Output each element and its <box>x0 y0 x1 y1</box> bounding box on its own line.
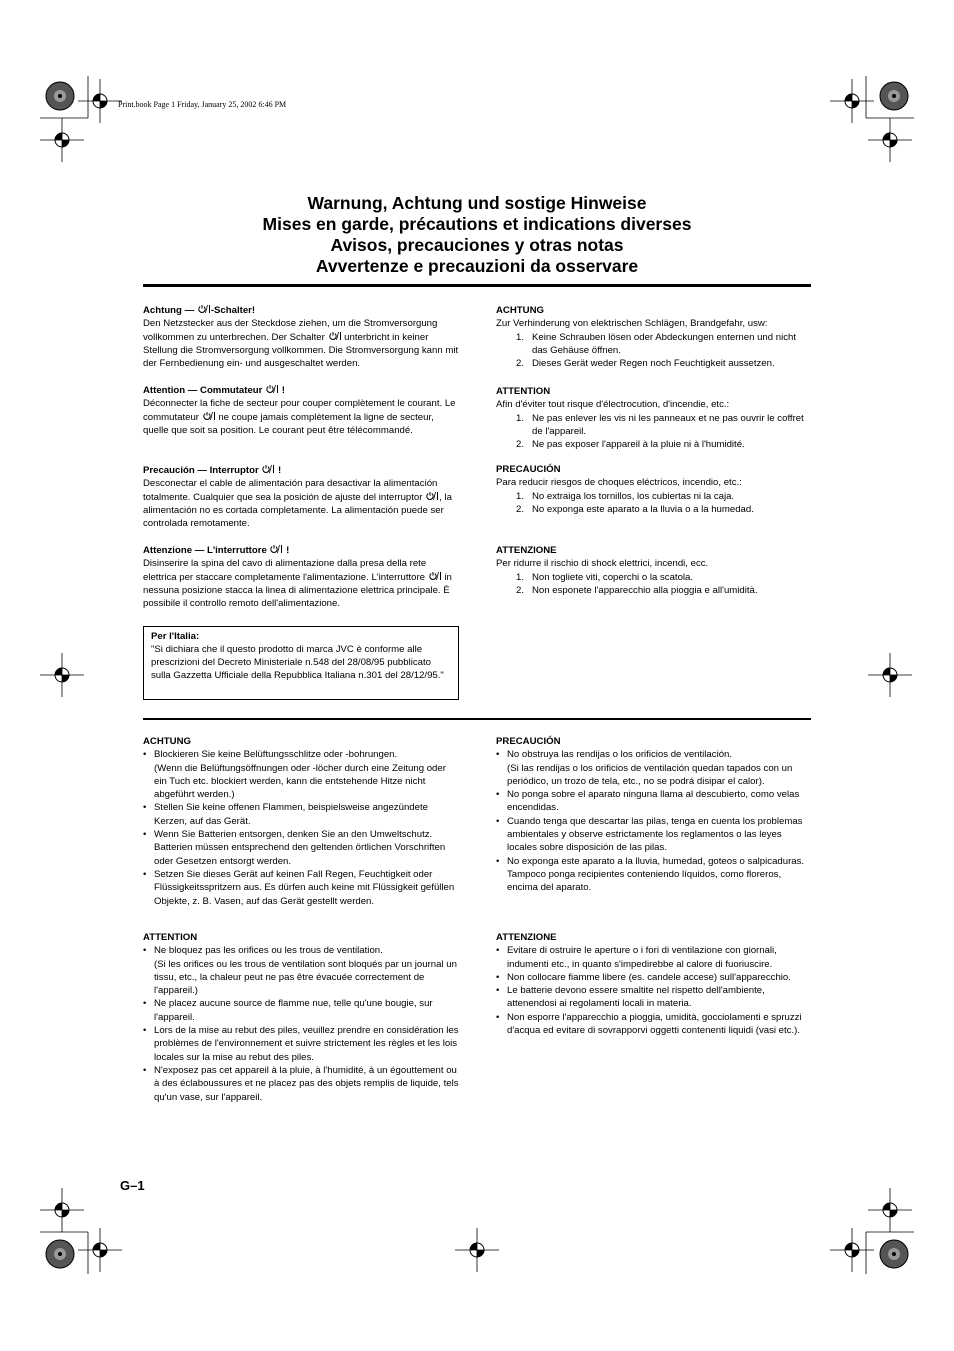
switch-section-de <box>143 304 461 370</box>
list-item: • No exponga este aparato a la lluvia, humedad, goteos o salpicaduras. Tampoco ponga recipientes conteniendo líquidos, como floreros, encima del aparato. <box>496 855 805 894</box>
numbered-list <box>496 490 811 517</box>
list-item: • No obstruya las rendijas o los orificios de ventilación. (Si las rendijas o los orificios de ventilación quedan tapados con un periódico, un trozo de tela, etc., no se podrá disipar el calor). <box>496 749 793 787</box>
power-standby-icon <box>197 304 211 314</box>
list-item: • Stellen Sie keine offenen Flammen, beispielsweise angezündete Kerzen, auf das Gerät. <box>143 802 428 827</box>
list-item: 1. Keine Schrauben lösen oder Abdeckungen enternen und nicht das Gehäuse öffnen. <box>515 331 797 356</box>
title-it: Avvertenze e precauzioni da osservare <box>315 256 639 276</box>
list-item: • No ponga sobre el aparato ninguna llama al descubierto, como velas encendidas. <box>496 789 800 814</box>
list-item: • Evitare di ostruire le aperture o i fori di ventilazione con giornali, indumenti etc., in quanto s'impedirebbe al calore di fuoriuscire. <box>496 945 777 970</box>
power-standby-icon <box>261 464 275 474</box>
section-intro: Zur Verhinderung von elektrischen Schlägen, Brandgefahr, usw: <box>496 318 768 330</box>
power-standby-icon <box>269 544 283 554</box>
section-heading: ATTENTION <box>496 386 551 397</box>
switch-section-fr <box>143 384 461 437</box>
section-intro: Per ridurre il rischio di shock elettrici, incendi, ecc. <box>496 558 709 570</box>
section-body: Déconnecter la fiche de secteur pour couper complètement le courant. Le commutateur ne coupe jamais complètement la ligne de secteur, quelle que soit sa position. Le courant peut être télécommandé. <box>143 398 456 436</box>
top-divider <box>143 284 811 287</box>
list-item: • N'exposez pas cet appareil à la pluie, à l'humidité, à un égouttement ou à des éclaboussures et ne placez pas des objets remplis de liquide, tels qu'un vase, sur l'appareil. <box>143 1064 459 1103</box>
section-heading: PRECAUCIÓN <box>496 464 561 475</box>
title-es: Avisos, precauciones y otras notas <box>330 235 624 255</box>
list-item: 2. Non esponete l'apparecchio alla pioggia e all'umidità. <box>515 584 758 596</box>
italy-box-text: "Si dichiara che il questo prodotto di marca JVC è conforme alle prescrizioni del Decreto Ministeriale n.548 del 28/08/95 pubblicato sulla Gazzetta Ufficiale della Repubblica Italiana n.301 del 28/12/95." <box>151 644 444 681</box>
list-item: • Non esporre l'apparecchio a pioggia, umidità, gocciolamenti e spruzzi d'acqua ed evitare di sovrapporvi oggetti contenenti liquidi (vasi etc.). <box>496 1011 802 1037</box>
section-intro: Para reducir riesgos de choques eléctricos, incendio, etc.: <box>496 477 742 489</box>
middle-divider <box>143 718 811 720</box>
switch-section-it <box>143 544 461 610</box>
numbered-list <box>496 571 811 598</box>
power-standby-icon <box>202 411 216 421</box>
section-heading: Achtung — -Schalter! <box>143 305 256 316</box>
shock-section-it <box>496 544 811 597</box>
italy-declaration-box <box>143 626 459 700</box>
vent-section-es <box>496 735 811 895</box>
list-item: • Setzen Sie dieses Gerät auf keinen Fall Regen, Feuchtigkeit oder Flüssigkeitsspritzern aus. Es dürfen auch keine mit Flüssigkeit gefüllen Objekte, z. B. Vasen, auf das Gerät gestellt werden. <box>143 868 455 907</box>
section-heading: ATTENZIONE <box>496 932 557 943</box>
list-item: 1. Ne pas enlever les vis ni les panneaux et ne pas ouvrir le coffret de l'appareil. <box>515 412 804 437</box>
print-header: Print.book Page 1 Friday, January 25, 2002 6:46 PM <box>118 100 287 109</box>
list-item: • Non collocare fiamme libere (es. candele accese) sull'apparecchio. <box>496 971 791 983</box>
switch-section-es <box>143 464 461 530</box>
list-item: 2. Ne pas exposer l'appareil à la pluie ni à l'humidité. <box>515 439 745 451</box>
shock-section-fr <box>496 385 811 451</box>
section-heading: ACHTUNG <box>143 736 191 747</box>
section-heading: PRECAUCIÓN <box>496 736 561 747</box>
list-item: 2. Dieses Gerät weder Regen noch Feuchtigkeit aussetzen. <box>515 358 775 370</box>
section-heading: ATTENTION <box>143 932 198 943</box>
section-heading: Attenzione — L'interruttore ! <box>143 545 290 556</box>
list-item: • Lors de la mise au rebut des piles, veuillez prendre en considération les problèmes de l'environnement et suivre strictement les règles et les lois locales sur la mise au rebut des piles. <box>143 1025 459 1063</box>
shock-section-es <box>496 463 811 516</box>
vent-section-it <box>496 931 811 1037</box>
section-heading: ATTENZIONE <box>496 545 557 556</box>
section-body: Desconectar el cable de alimentación para desactivar la alimentación totalmente. Cualquier que sea la posición de ajuste del interruptor , la alimentación no es cortada completamente. La alimentación puede ser controlada remotamente. <box>143 478 452 530</box>
list-item: • Cuando tenga que descartar las pilas, tenga en cuenta los problemas ambientales y observe estrictamente los reglamentos o las leyes locales sobre disposición de las pilas. <box>496 815 803 854</box>
list-item: • Wenn Sie Batterien entsorgen, denken Sie an den Umweltschutz. Batterien müssen entsprechend den geltenden örtlichen Vorschriften oder Gesetzen entsorgt werden. <box>143 829 446 867</box>
power-standby-icon <box>265 384 279 394</box>
section-heading: ACHTUNG <box>496 305 544 316</box>
bullet-list <box>496 748 811 894</box>
list-item: • Blockieren Sie keine Belüftungsschlitze oder -bohrungen. (Wenn die Belüftungsöffnungen oder -löcher durch eine Zeitung oder ein Tuch etc. blockiert werden, kann die entstehende Hitze nicht abgeführt werden.) <box>143 749 446 801</box>
italy-box-heading: Per l'Italia: <box>151 631 200 642</box>
section-heading: Precaución — Interruptor ! <box>143 465 282 476</box>
list-item: 2. No exponga este aparato a la lluvia o a la humedad. <box>515 503 754 515</box>
page-number: G–1 <box>120 1178 145 1193</box>
list-item: • Ne bloquez pas les orifices ou les trous de ventilation. (Si les orifices ou les trous de ventilation sont bloqués par un journal un tissu, etc., la chaleur peut ne pas être évacuée correctement de l'appareil.) <box>143 945 457 997</box>
power-standby-icon <box>425 491 439 501</box>
title-fr: Mises en garde, précautions et indications diverses <box>262 214 692 234</box>
title-de: Warnung, Achtung und sostige Hinweise <box>307 193 647 213</box>
list-item: • Ne placez aucune source de flamme nue, telle qu'une bougie, sur l'appareil. <box>143 998 433 1023</box>
list-item: • Le batterie devono essere smaltite nel rispetto dell'ambiente, attenendosi ai regolamenti locali in materia. <box>496 985 765 1010</box>
numbered-list <box>496 331 811 371</box>
vent-section-de <box>143 735 461 908</box>
section-heading: Attention — Commutateur ! <box>143 385 285 396</box>
section-body: Disinserire la spina del cavo di alimentazione dalla presa della rete elettrica per staccare completamente l'alimentazione. L'interruttore in nessuna posizione stacca la linea di alimentazione elettrica principale. È possibile il controllo remoto dell'alimentazione. <box>143 558 452 610</box>
section-body: Den Netzstecker aus der Steckdose ziehen, um die Stromversorgung vollkommen zu unterbrechen. Der Schalter unterbricht in keiner Stellung die Stromversorgung vollkommen. Die Stromversorgung kann mit der Fernbedienung ein- und ausgeschaltet werden. <box>143 318 459 370</box>
section-intro: Afin d'éviter tout risque d'électrocution, d'incendie, etc.: <box>496 399 730 411</box>
page-title <box>143 193 811 277</box>
power-standby-icon <box>428 571 442 581</box>
vent-section-fr <box>143 931 461 1104</box>
bullet-list <box>143 944 461 1104</box>
list-item: 1. Non togliete viti, coperchi o la scatola. <box>515 571 694 583</box>
numbered-list <box>496 412 811 452</box>
list-item: 1. No extraiga los tornillos, los cubiertas ni la caja. <box>515 490 735 502</box>
power-standby-icon <box>328 331 342 341</box>
bullet-list <box>496 944 811 1037</box>
shock-section-de <box>496 304 811 370</box>
bullet-list <box>143 748 461 908</box>
